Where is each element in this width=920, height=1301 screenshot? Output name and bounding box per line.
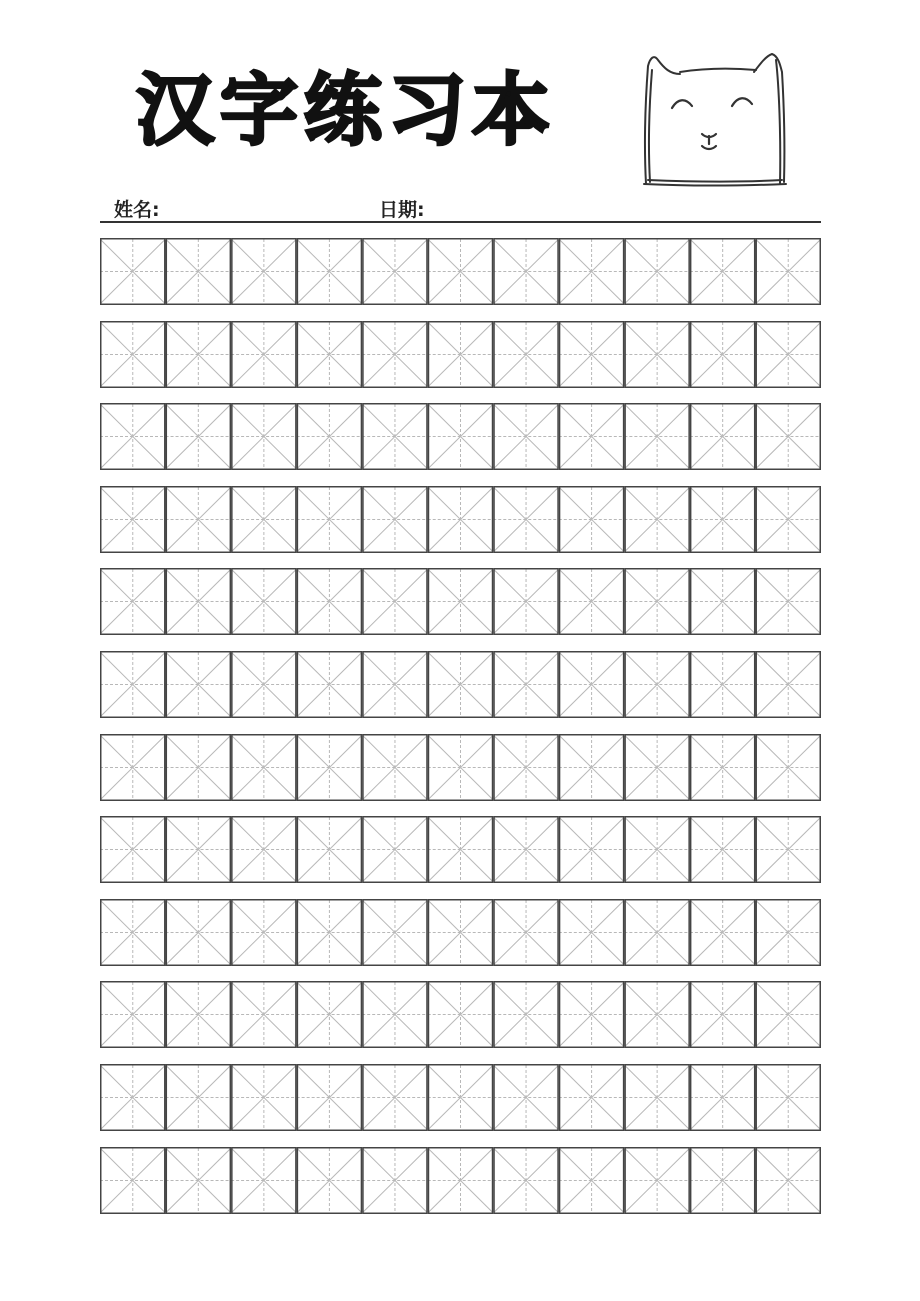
writing-cell[interactable] <box>624 900 690 966</box>
writing-cell[interactable] <box>231 652 297 718</box>
writing-cell[interactable] <box>559 734 625 800</box>
writing-cell[interactable] <box>755 900 821 966</box>
writing-cell[interactable] <box>100 900 166 966</box>
writing-cell[interactable] <box>624 817 690 883</box>
writing-cell[interactable] <box>362 404 428 470</box>
writing-cell[interactable] <box>297 817 363 883</box>
writing-cell[interactable] <box>166 239 232 305</box>
writing-cell[interactable] <box>559 1147 625 1213</box>
writing-cell[interactable] <box>428 1147 494 1213</box>
grid-row-cells <box>100 568 821 635</box>
writing-cell[interactable] <box>493 1065 559 1131</box>
writing-cell[interactable] <box>755 817 821 883</box>
writing-cell[interactable] <box>166 652 232 718</box>
practice-grid <box>100 238 821 1229</box>
writing-cell[interactable] <box>624 321 690 387</box>
writing-cell[interactable] <box>493 652 559 718</box>
writing-cell[interactable] <box>231 487 297 553</box>
writing-cell[interactable] <box>297 982 363 1048</box>
writing-cell[interactable] <box>690 321 756 387</box>
writing-cell[interactable] <box>166 1147 232 1213</box>
writing-cell[interactable] <box>297 734 363 800</box>
writing-cell[interactable] <box>624 1147 690 1213</box>
grid-row-cells <box>100 981 821 1048</box>
writing-cell[interactable] <box>297 239 363 305</box>
writing-cell[interactable] <box>559 321 625 387</box>
writing-cell[interactable] <box>755 569 821 635</box>
grid-row <box>100 238 821 305</box>
writing-cell[interactable] <box>297 404 363 470</box>
writing-cell[interactable] <box>362 487 428 553</box>
grid-row <box>100 403 821 470</box>
writing-cell[interactable] <box>362 569 428 635</box>
writing-cell[interactable] <box>428 900 494 966</box>
writing-cell[interactable] <box>100 1065 166 1131</box>
writing-cell[interactable] <box>493 817 559 883</box>
writing-cell[interactable] <box>559 982 625 1048</box>
writing-cell[interactable] <box>166 982 232 1048</box>
writing-cell[interactable] <box>624 652 690 718</box>
writing-cell[interactable] <box>559 487 625 553</box>
writing-cell[interactable] <box>624 239 690 305</box>
writing-cell[interactable] <box>297 321 363 387</box>
writing-cell[interactable] <box>755 1147 821 1213</box>
writing-cell[interactable] <box>624 569 690 635</box>
grid-row-cells <box>100 238 821 305</box>
writing-cell[interactable] <box>755 487 821 553</box>
writing-cell[interactable] <box>231 239 297 305</box>
writing-cell[interactable] <box>297 900 363 966</box>
writing-cell[interactable] <box>100 404 166 470</box>
writing-cell[interactable] <box>493 900 559 966</box>
grid-row-cells <box>100 816 821 883</box>
grid-row-cells <box>100 899 821 966</box>
writing-cell[interactable] <box>428 239 494 305</box>
writing-cell[interactable] <box>624 1065 690 1131</box>
grid-row <box>100 321 821 388</box>
writing-cell[interactable] <box>166 487 232 553</box>
writing-cell[interactable] <box>493 239 559 305</box>
writing-cell[interactable] <box>362 239 428 305</box>
grid-row-cells <box>100 486 821 553</box>
writing-cell[interactable] <box>362 652 428 718</box>
grid-row-cells <box>100 403 821 470</box>
writing-cell[interactable] <box>100 239 166 305</box>
writing-cell[interactable] <box>428 652 494 718</box>
writing-cell[interactable] <box>493 734 559 800</box>
writing-cell[interactable] <box>231 817 297 883</box>
writing-cell[interactable] <box>297 652 363 718</box>
writing-cell[interactable] <box>100 487 166 553</box>
writing-cell[interactable] <box>166 1065 232 1131</box>
writing-cell[interactable] <box>166 734 232 800</box>
writing-cell[interactable] <box>231 982 297 1048</box>
header-rule <box>100 221 821 223</box>
writing-cell[interactable] <box>690 239 756 305</box>
grid-row <box>100 1147 821 1214</box>
writing-cell[interactable] <box>100 734 166 800</box>
writing-cell[interactable] <box>690 404 756 470</box>
grid-row <box>100 486 821 553</box>
writing-cell[interactable] <box>231 1065 297 1131</box>
writing-cell[interactable] <box>166 569 232 635</box>
writing-cell[interactable] <box>428 569 494 635</box>
writing-cell[interactable] <box>559 404 625 470</box>
writing-cell[interactable] <box>690 982 756 1048</box>
writing-cell[interactable] <box>493 321 559 387</box>
writing-cell[interactable] <box>428 817 494 883</box>
grid-row <box>100 568 821 635</box>
writing-cell[interactable] <box>428 487 494 553</box>
writing-cell[interactable] <box>231 569 297 635</box>
writing-cell[interactable] <box>755 652 821 718</box>
writing-cell[interactable] <box>624 982 690 1048</box>
writing-cell[interactable] <box>100 817 166 883</box>
writing-cell[interactable] <box>100 1147 166 1213</box>
writing-cell[interactable] <box>428 404 494 470</box>
writing-cell[interactable] <box>755 734 821 800</box>
writing-cell[interactable] <box>362 900 428 966</box>
writing-cell[interactable] <box>755 321 821 387</box>
writing-cell[interactable] <box>428 982 494 1048</box>
writing-cell[interactable] <box>690 900 756 966</box>
writing-cell[interactable] <box>755 239 821 305</box>
grid-row-cells <box>100 321 821 388</box>
writing-cell[interactable] <box>100 321 166 387</box>
grid-row <box>100 816 821 883</box>
writing-cell[interactable] <box>362 1147 428 1213</box>
writing-cell[interactable] <box>690 652 756 718</box>
writing-cell[interactable] <box>559 239 625 305</box>
grid-row <box>100 1064 821 1131</box>
writing-cell[interactable] <box>755 982 821 1048</box>
writing-cell[interactable] <box>755 404 821 470</box>
writing-cell[interactable] <box>297 487 363 553</box>
writing-cell[interactable] <box>493 404 559 470</box>
grid-row-cells <box>100 734 821 801</box>
writing-cell[interactable] <box>690 817 756 883</box>
writing-cell[interactable] <box>166 900 232 966</box>
writing-cell[interactable] <box>624 734 690 800</box>
writing-cell[interactable] <box>100 569 166 635</box>
writing-cell[interactable] <box>428 734 494 800</box>
writing-cell[interactable] <box>690 487 756 553</box>
writing-cell[interactable] <box>559 569 625 635</box>
writing-cell[interactable] <box>493 569 559 635</box>
cat-face-icon <box>636 46 788 192</box>
writing-cell[interactable] <box>428 1065 494 1131</box>
date-field-label: 日期: <box>379 199 425 221</box>
writing-cell[interactable] <box>559 1065 625 1131</box>
writing-cell[interactable] <box>690 1147 756 1213</box>
writing-cell[interactable] <box>690 1065 756 1131</box>
writing-cell[interactable] <box>362 817 428 883</box>
writing-cell[interactable] <box>297 1065 363 1131</box>
writing-cell[interactable] <box>297 569 363 635</box>
writing-cell[interactable] <box>493 487 559 553</box>
grid-row-cells <box>100 1147 821 1214</box>
writing-cell[interactable] <box>231 1147 297 1213</box>
writing-cell[interactable] <box>362 321 428 387</box>
writing-cell[interactable] <box>231 321 297 387</box>
writing-cell[interactable] <box>166 404 232 470</box>
writing-cell[interactable] <box>559 900 625 966</box>
writing-cell[interactable] <box>166 321 232 387</box>
grid-row <box>100 651 821 718</box>
grid-row <box>100 981 821 1048</box>
writing-cell[interactable] <box>297 1147 363 1213</box>
name-field-label: 姓名: <box>114 199 160 221</box>
writing-cell[interactable] <box>690 734 756 800</box>
writing-cell[interactable] <box>624 487 690 553</box>
writing-cell[interactable] <box>428 321 494 387</box>
writing-cell[interactable] <box>231 900 297 966</box>
writing-cell[interactable] <box>493 982 559 1048</box>
writing-cell[interactable] <box>231 404 297 470</box>
writing-cell[interactable] <box>493 1147 559 1213</box>
writing-cell[interactable] <box>166 817 232 883</box>
writing-cell[interactable] <box>755 1065 821 1131</box>
writing-cell[interactable] <box>690 569 756 635</box>
grid-row-cells <box>100 651 821 718</box>
page-title: 汉字练习本 <box>136 66 557 156</box>
grid-row-cells <box>100 1064 821 1131</box>
writing-cell[interactable] <box>100 982 166 1048</box>
writing-cell[interactable] <box>362 734 428 800</box>
writing-cell[interactable] <box>559 652 625 718</box>
writing-cell[interactable] <box>362 1065 428 1131</box>
grid-row <box>100 734 821 801</box>
writing-cell[interactable] <box>362 982 428 1048</box>
grid-row <box>100 899 821 966</box>
writing-cell[interactable] <box>231 734 297 800</box>
writing-cell[interactable] <box>100 652 166 718</box>
writing-cell[interactable] <box>624 404 690 470</box>
writing-cell[interactable] <box>559 817 625 883</box>
